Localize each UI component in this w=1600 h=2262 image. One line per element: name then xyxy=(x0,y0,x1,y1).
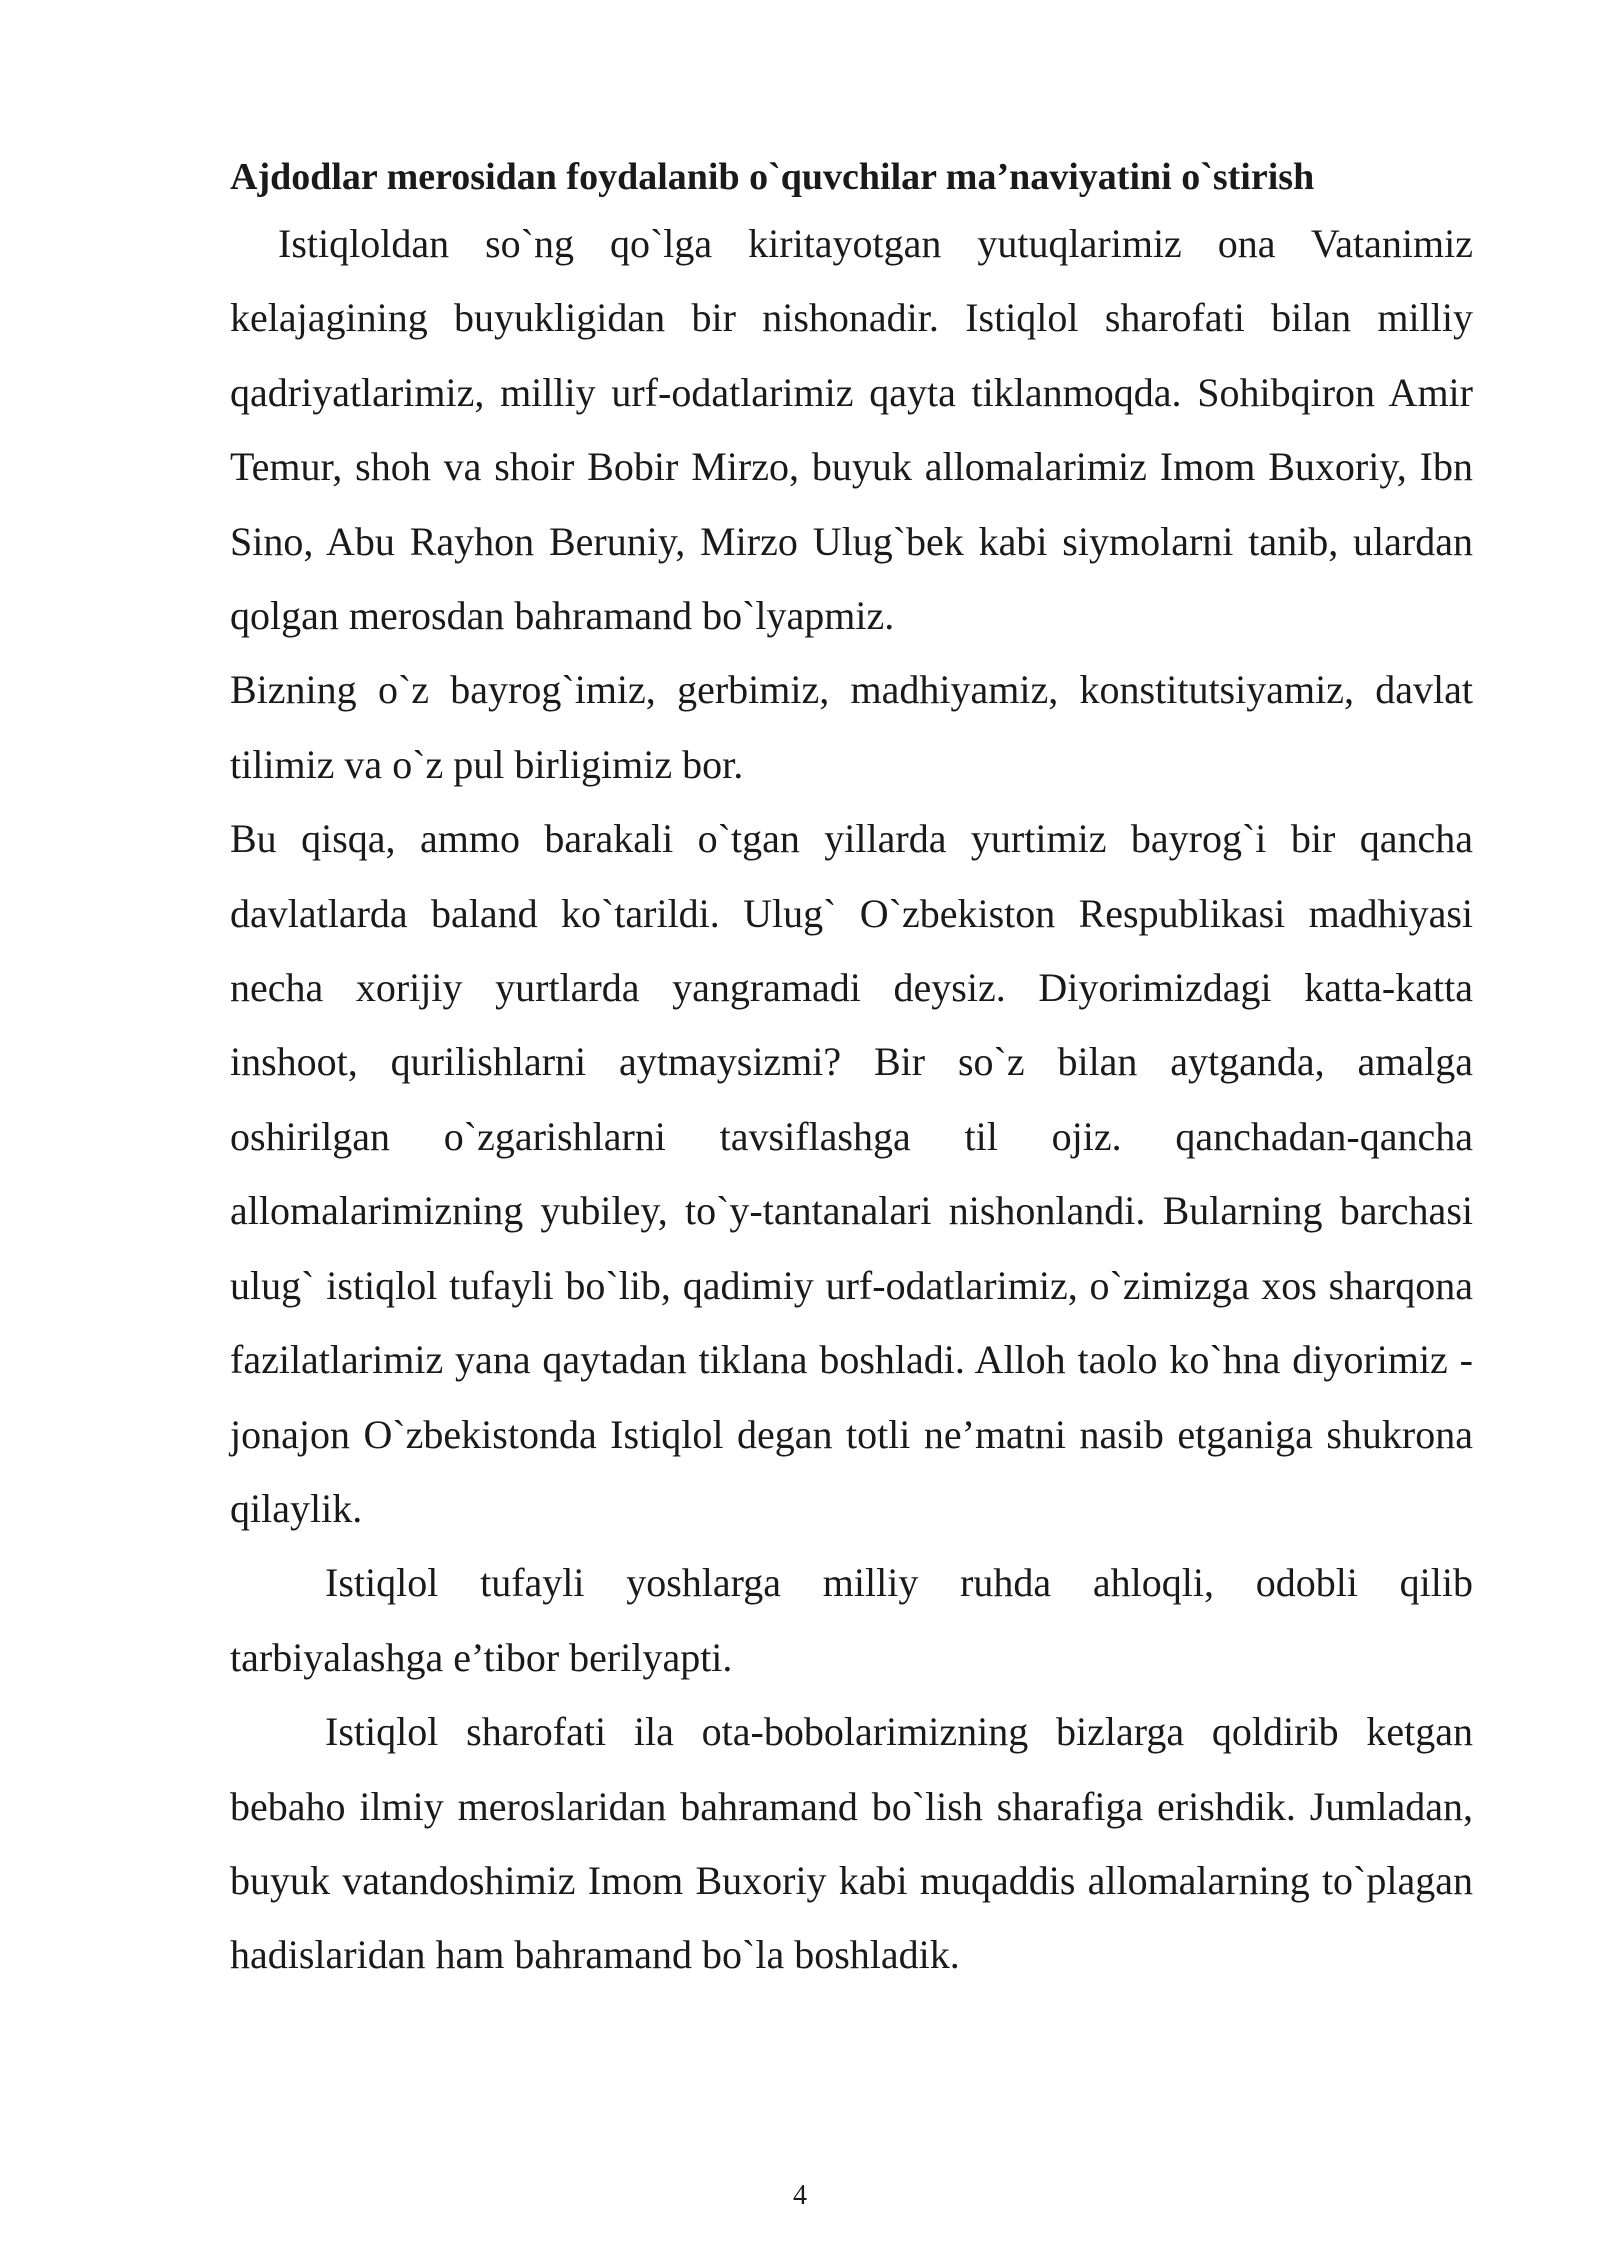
paragraph-heritage: Istiqlol sharofati ila ota-bobolarimizning bizlarga qoldirib ketgan bebaho ilmiy meroslaridan bahramand bo`lish sharafiga erishdik. Jumladan, buyuk vatandoshimiz Imom Buxoriy kabi muqaddis allomalarning to`plagan hadislaridan ham bahramand bo`la boshladik. xyxy=(230,1709,1473,1978)
paragraph-youth: Istiqlol tufayli yoshlarga milliy ruhda ahloqli, odobli qilib tarbiyalashga e’tibor berilyapti. xyxy=(230,1560,1473,1680)
paragraph-achievements: Bu qisqa, ammo barakali o`tgan yillarda yurtimiz bayrog`i bir qancha davlatlarda baland ko`tarildi. Ulug` O`zbekiston Respublikasi madhiyasi necha xorijiy yurtlarda yangramadi deysiz. Diyorimizdagi katta-katta inshoot, qurilishlarni aytmaysizmi? Bir so`z bilan aytganda, amalga oshirilgan o`zgarishlarni tavsiflashga til ojiz. qanchadan-qancha allomalarimizning yubiley, to`y-tantanalari nishonlandi. Bularning barchasi ulug` istiqlol tufayli bo`lib, qadimiy urf-odatlarimiz, o`zimizga xos sharqona fazilatlarimiz yana qaytadan tiklana boshladi. Alloh taolo ko`hna diyorimiz - jonajon O`zbekistonda Istiqlol degan totli ne’matni nasib etganiga shukrona qilaylik. xyxy=(230,816,1473,1531)
paragraph-symbols: Bizning o`z bayrog`imiz, gerbimiz, madhiyamiz, konstitutsiyamiz, davlat tilimiz va o`z pul birligimiz bor. xyxy=(230,667,1473,787)
document-title: Ajdodlar merosidan foydalanib o`quvchilar ma’naviyatini o`stirish xyxy=(230,156,1315,198)
document-body xyxy=(230,147,1473,1993)
page-number: 4 xyxy=(793,2180,807,2211)
paragraph-intro: Istiqloldan so`ng qo`lga kiritayotgan yutuqlarimiz ona Vatanimiz kelajagining buyukligidan bir nishonadir. Istiqlol sharofati bilan milliy qadriyatlarimiz, milliy urf-odatlarimiz qayta tiklanmoqda. Sohibqiron Amir Temur, shoh va shoir Bobir Mirzo, buyuk allomalarimiz Imom Buxoriy, Ibn Sino, Abu Rayhon Beruniy, Mirzo Ulug`bek kabi siymolarni tanib, ulardan qolgan merosdan bahramand bo`lyapmiz. xyxy=(230,221,1473,639)
